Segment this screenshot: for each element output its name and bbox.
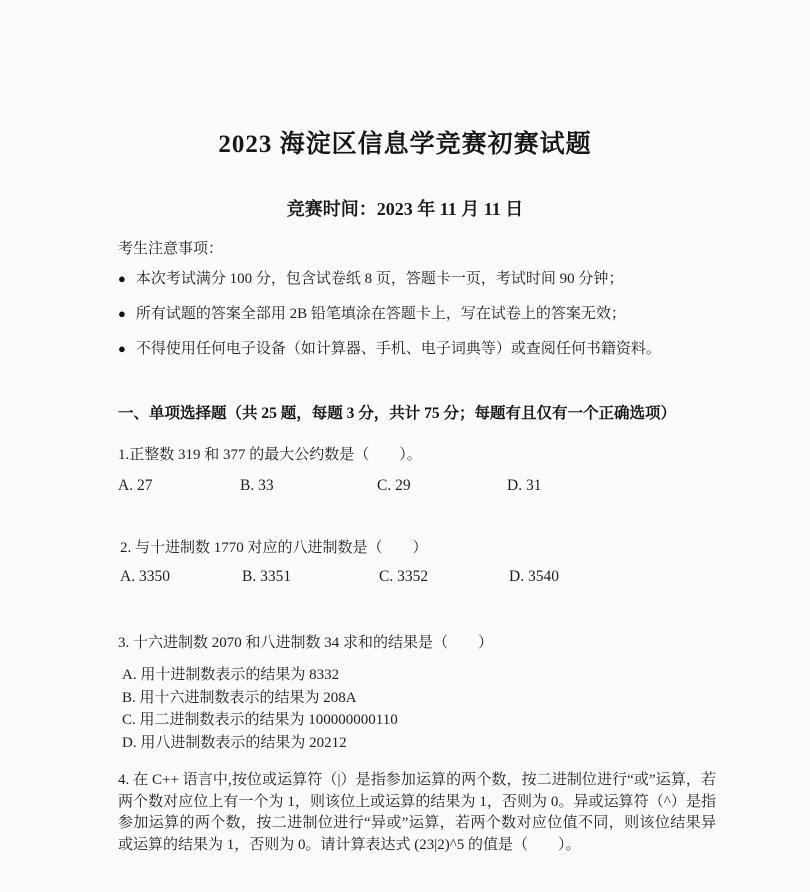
bullet-icon: ● [118,271,126,286]
option-c: C. 3352 [379,568,429,585]
option-d: D. 3540 [509,568,559,585]
notice-heading: 考生注意事项： [118,241,224,257]
question-3-options [122,664,398,754]
question-2-stem: 2. 与十进制数 1770 对应的八进制数是（ ） [120,540,428,556]
option-d: D. 31 [507,477,542,494]
option-b: B. 3351 [242,568,292,585]
notice-item-text: 本次考试满分 100 分，包含试卷纸 8 页，答题卡一页，考试时间 90 分钟； [135,271,624,287]
page-title: 2023 海淀区信息学竞赛初赛试题 [218,131,592,158]
notice-item-text: 不得使用任何电子设备（如计算器、手机、电子词典等）或查阅任何书籍资料。 [135,341,661,357]
question-1-stem: 1.正整数 319 和 377 的最大公约数是（ ）。 [118,447,422,463]
question-4-stem: 4. 在 C++ 语言中,按位或运算符（|）是指参加运算的两个数，按二进制位进行“或”运算，若两个数对应位上有一个为 1，则该位上或运算的结果为 1，否则为 0。异或运算符（^）是指参加运算的两个数，按二进制位进行“异或”运算，若两个数对应位值不同，则该位结果异或运算的结果为 1，否则为 0。请计算表达式 (23|2)^5 的值是（ ）。 [118,772,716,853]
option-b: B. 用十六进制数表示的结果为 208A [122,689,357,706]
option-a: A. 3350 [120,568,170,585]
notice-item [118,302,626,323]
bullet-icon: ● [118,341,126,356]
question-2-options [120,568,559,586]
option-a: A. 用十进制数表示的结果为 8332 [122,667,340,683]
bullet-icon: ● [118,306,126,321]
option-d: D. 用八进制数表示的结果为 20212 [122,734,347,751]
option-c: C. 29 [377,477,411,494]
option-a: A. 27 [118,477,153,494]
question-1-options [118,477,541,495]
option-b: B. 33 [240,477,274,494]
section-one-heading: 一、单项选择题（共 25 题，每题 3 分，共计 75 分；每题有且仅有一个正确选项） [118,405,677,422]
notice-item [118,267,623,288]
notice-item [118,337,661,358]
notice-item-text: 所有试题的答案全部用 2B 铅笔填涂在答题卡上，写在试卷上的答案无效； [135,306,626,322]
question-3-stem: 3. 十六进制数 2070 和八进制数 34 求和的结果是（ ） [118,635,494,651]
option-c: C. 用二进制数表示的结果为 100000000110 [122,712,398,728]
exam-time-subtitle: 竞赛时间：2023 年 11 月 11 日 [286,199,524,219]
